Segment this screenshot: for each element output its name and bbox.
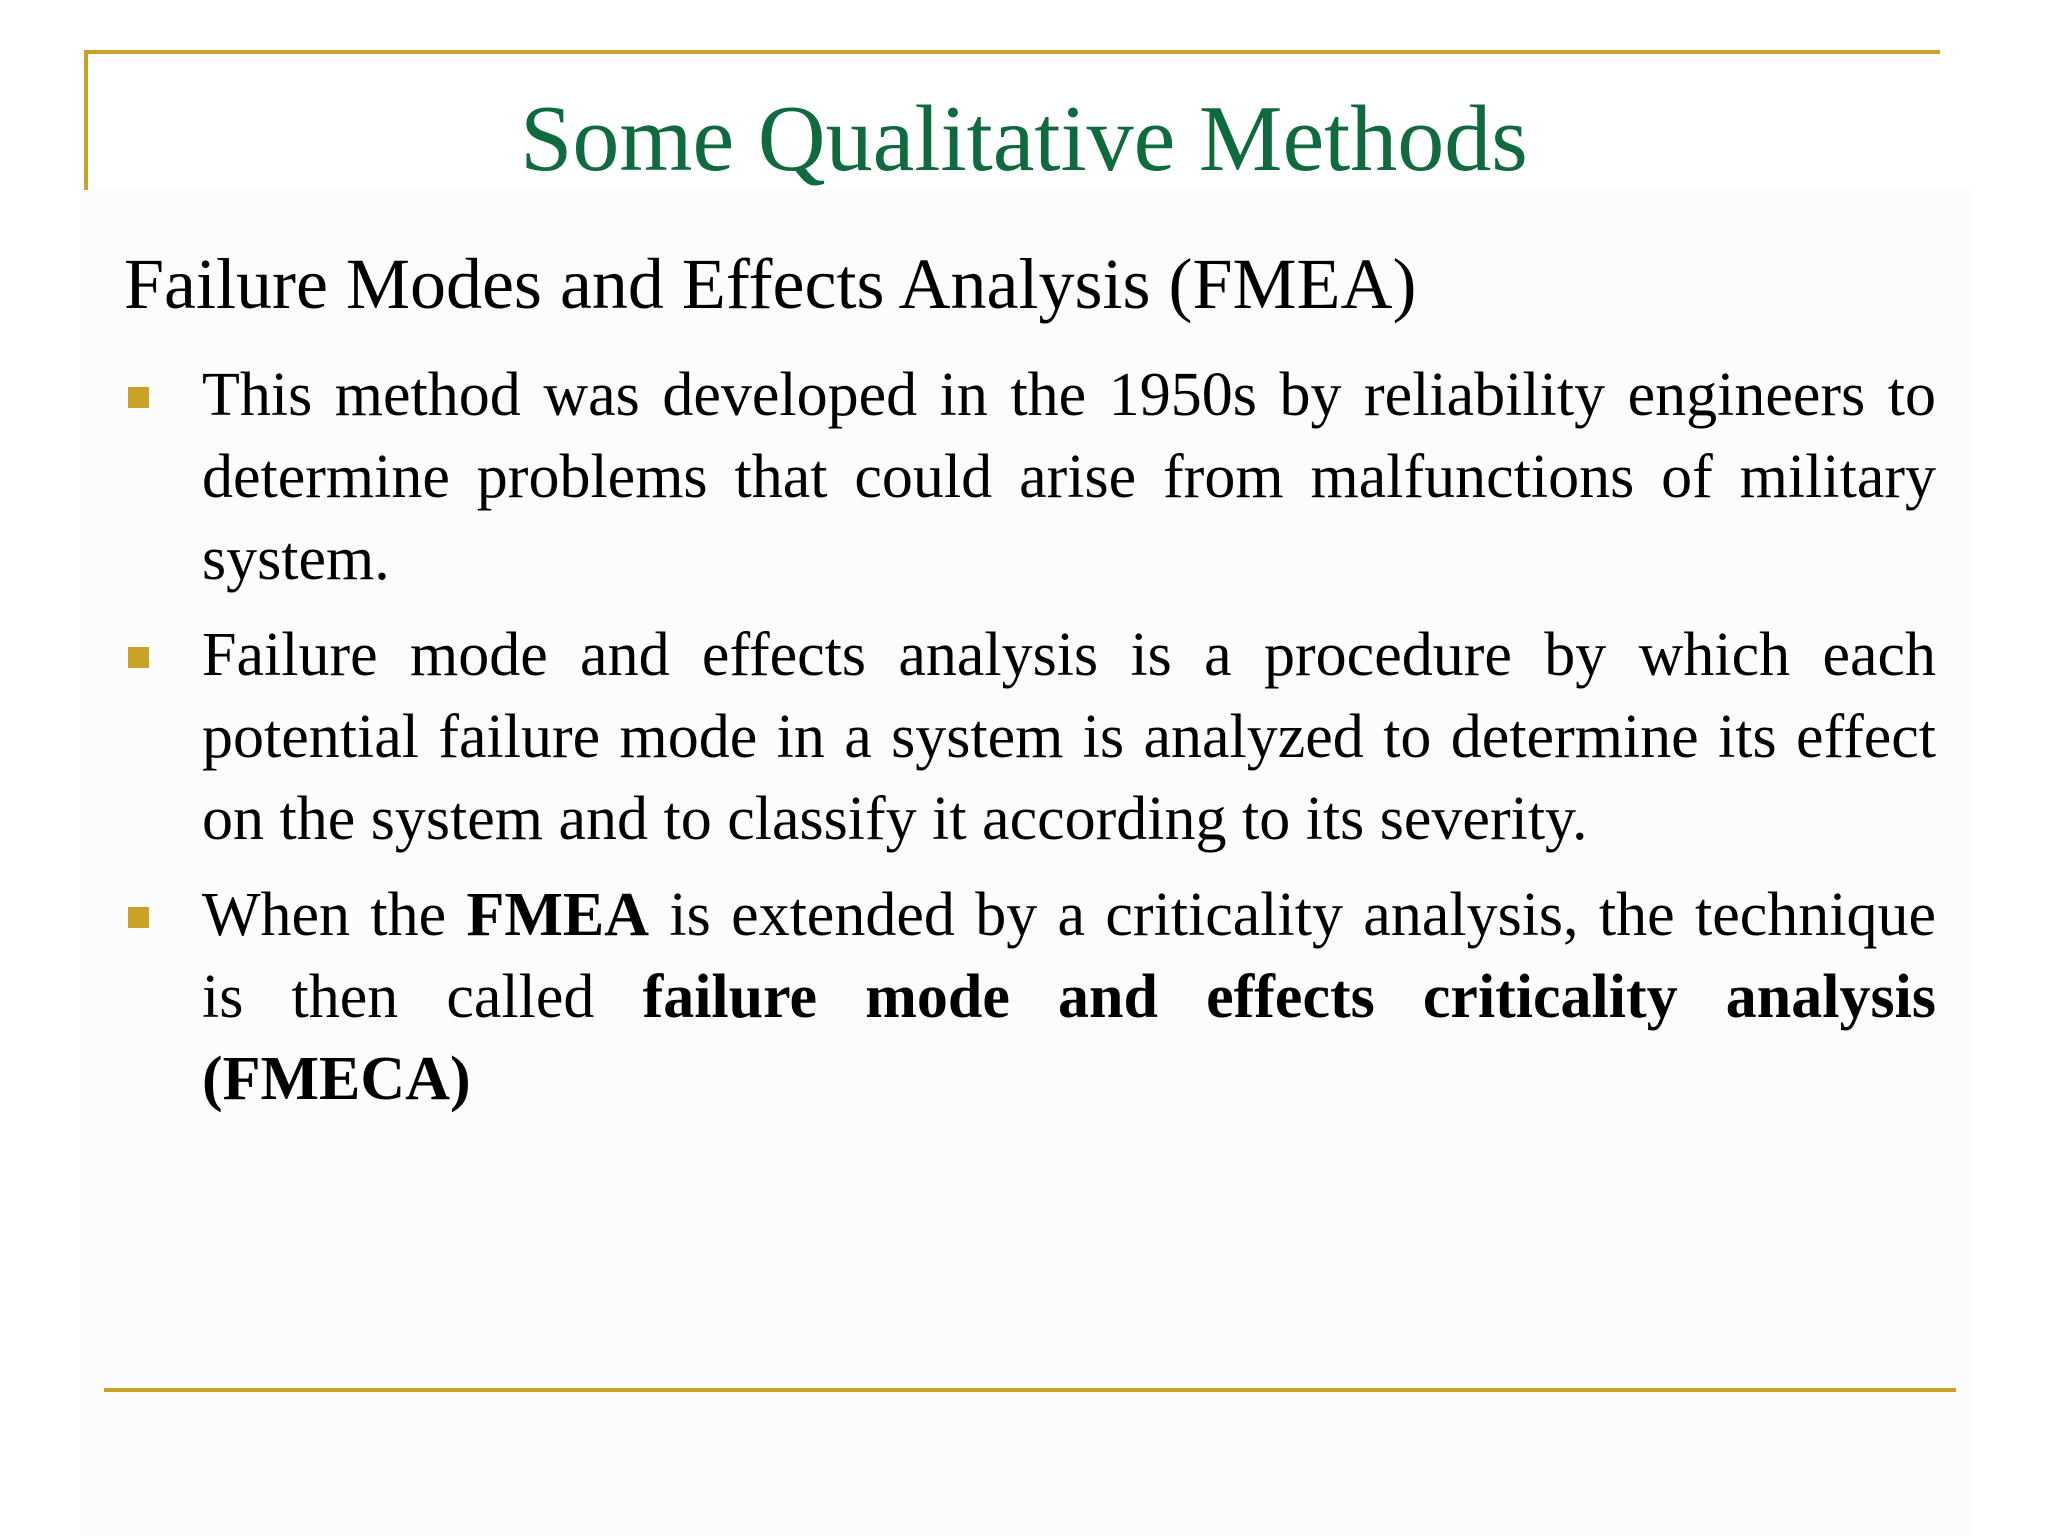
fmea-term: FMEA: [466, 881, 650, 949]
section-subheading: Failure Modes and Effects Analysis (FMEA): [124, 244, 1417, 324]
square-bullet-icon: [128, 907, 149, 928]
square-bullet-icon: [128, 647, 149, 668]
bullet-item-history: [124, 354, 1936, 600]
bullet-list: [124, 354, 1936, 1134]
slide-title: Some Qualitative Methods: [520, 87, 1528, 191]
fmeca-term: failure mode and effects criticality analysis (FMECA): [202, 963, 1936, 1113]
bottom-divider-rule: [104, 1388, 1956, 1392]
fmeca-text-part1: When the: [202, 881, 467, 949]
fmeca-text-part2: is extended by a criticality analysis, the technique is then called: [202, 881, 1936, 1031]
bullet-item-fmeca: [124, 874, 1936, 1120]
bullet-text-definition: Failure mode and effects analysis is a procedure by which each potential failure mode in a system is analyzed to determine its effect on the system and to classify it according to its severity.: [202, 621, 1936, 853]
top-divider-rule: [84, 50, 1940, 54]
bullet-text-fmeca: [202, 874, 1936, 1120]
bullet-text-history: This method was developed in the 1950s by reliability engineers to determine problems that could arise from malfunctions of military system.: [202, 361, 1936, 593]
square-bullet-icon: [128, 387, 149, 408]
bullet-item-definition: [124, 614, 1936, 860]
